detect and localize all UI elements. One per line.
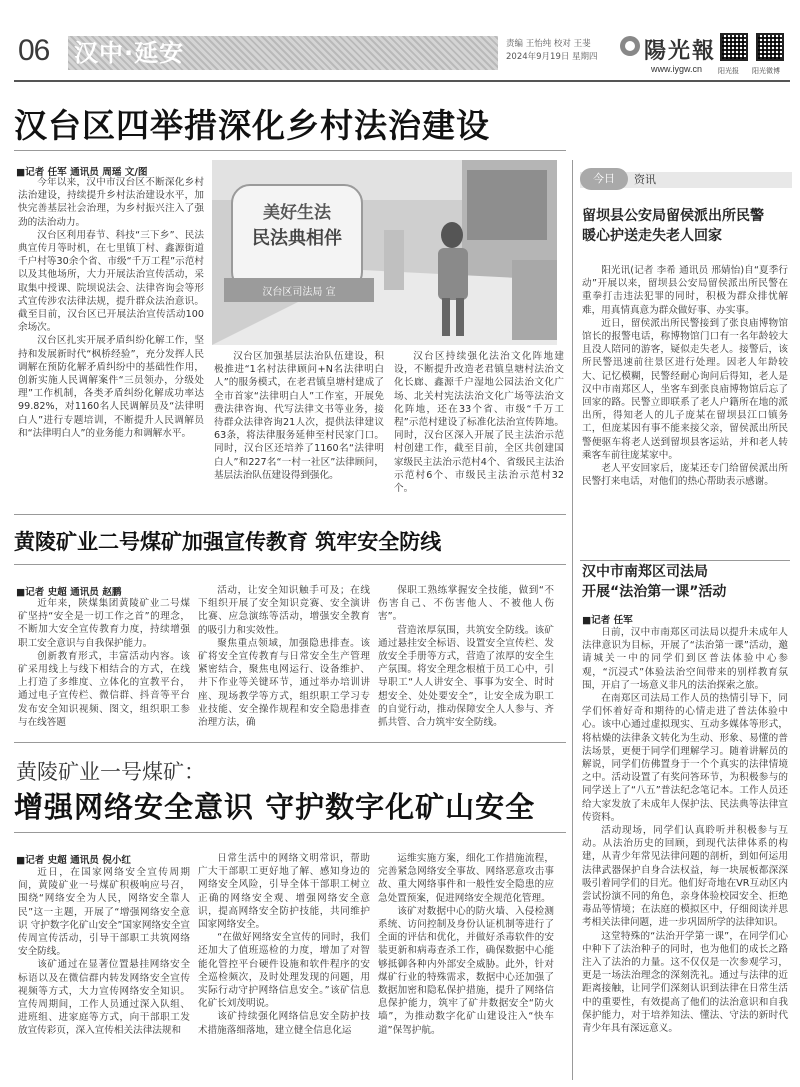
article3-headline: 增强网络安全意识 守护数字化矿山安全 <box>14 790 536 824</box>
divider <box>14 514 566 515</box>
paragraph: 日常生活中的网络文明常识，帮助广大干部职工更好地了解、感知身边的网络安全风险，引导全体干部职工树立正确的网络安全观、增强网络安全意识，提高网络安全防护技能，共同维护国家网络安全。 <box>198 853 370 931</box>
paragraph: 近年来，陕煤集团黄陵矿业二号煤矿坚持“安全是一切工作之首”的理念，不断加大安全宣传教育力度，持续增强职工安全意识与自我保护能力。 <box>18 598 190 649</box>
divider <box>14 832 566 833</box>
paragraph: 日前，汉中市南郑区司法局以提升未成年人法律意识为目标，开展了“法治第一课”活动，邀请城关一中的同学们到区普法体验中心参观，“沉浸式”体验法治空间带来的别样教育氛围，开启了一场意义非凡的法治探索之旅。 <box>582 627 788 691</box>
paragraph: 汉台区持续强化法治文化阵地建设，不断提升改造老君镇皇塘村法治文化长廊、鑫源千户湿地公园法治文化广场、北关村宪法法治文化广场等法治文化阵地，还在33个省、市级“千万工程”示范村建设了标准化法治宣传阵地。同时，汉台区深入开展了民主法治示范村创建工作，截至目前，全区共创建国家级民主法治示范村4个、省级民主法治示范村6个、市级民主法治示范村32个。 <box>394 351 564 495</box>
news2-title-line1: 汉中市南郑区司法局 <box>582 564 708 580</box>
photo-sign-line3: 汉台区司法局 宣 <box>262 287 336 298</box>
news1-title-line1: 留坝县公安局留侯派出所民警 <box>582 208 764 224</box>
article3-col3 <box>378 852 554 1081</box>
paragraph: 今年以来，汉中市汉台区不断深化乡村法治建设，持续提升乡村法治建设水平，加快完善基层社会治理，为乡村振兴注入了强劲的法治动力。 <box>18 177 204 228</box>
paragraph: 活动现场，同学们认真聆听并积极参与互动。从法治历史的回顾，到现代法律体系的构建，从青少年常见法律问题的剖析，到如何运用法律武器保护自身合法权益，每一块展板都深深吸引着同学们的目光。他们好奇地在VR互动区内尝试扮演不同的角色，亲身体验校园安全、拒绝毒品等情境；在法庭的模拟区中，仔细阅读并思考相关法律问题，进一步巩固所学的法律知识。 <box>582 825 788 929</box>
article1-col2 <box>214 350 384 510</box>
paragraph: 汉台区加强基层法治队伍建设，积极推进“1名村法律顾问+N名法律明白人”的服务模式，在老君镇皇塘村建成了全市首家“法律明白人”工作室，开展免费法律咨询、代写法律文书等业务，接待群众法律咨询21人次，提供法律建议63条，将法律服务延伸至村民家门口。同时，汉台区还培养了1160名“法律明白人”和227名“一村一社区”法律顾问，基层法治队伍建设得到强化。 <box>214 351 384 481</box>
paragraph: 阳光讯(记者 李希 通讯员 邢婧怡)自“夏季行动”开展以来，留坝县公安局留侯派出所民警在重拳打击违法犯罪的同时，积极为群众排忧解难，用真情真意为群众做好事、办实事。 <box>582 265 788 316</box>
divider <box>580 560 790 561</box>
news2-title-line2: 开展“法治第一课”活动 <box>582 584 727 600</box>
divider <box>14 564 566 565</box>
photo-illustration <box>212 160 557 345</box>
today-tag: 今日 <box>580 168 628 190</box>
news1-body <box>582 264 788 554</box>
article3-pre-headline: 黄陵矿业一号煤矿： <box>16 760 205 784</box>
news2-body <box>582 626 788 1082</box>
column-rule <box>572 160 573 1080</box>
masthead-rule <box>14 80 790 82</box>
divider <box>14 150 566 151</box>
paragraph: 保职工熟练掌握安全技能，做到“不伤害自己、不伤害他人、不被他人伤害”。 <box>378 585 554 623</box>
paragraph: 聚焦重点领域，加强隐患排查。该矿将安全宣传教育与日常安全生产管理紧密结合，聚焦电网运行、设备维护、井下作业等关键环节，通过举办培训讲座、现场教学等方式，组织职工学习专业技能、安全操作规程和安全隐患排查治理方法，确 <box>198 637 370 729</box>
paragraph: 活动，让安全知识触手可及；在线下组织开展了安全知识竞赛、安全演讲比赛、应急演练等活动，增强安全教育的吸引力和实效性。 <box>198 585 370 636</box>
paragraph: 创新教育形式，丰富活动内容。该矿采用线上与线下相结合的方式，在线上打造了多维度、立体化的宣教平台，通过电子宣传栏、微信群、抖音等平台发布安全知识视频、图文，组织职工参与在线答题 <box>18 650 190 728</box>
article2-col3 <box>378 584 554 736</box>
page-number: 06 <box>18 34 50 67</box>
news-tag-label: 资讯 <box>634 173 656 186</box>
article2-col1 <box>18 597 190 737</box>
article1-col1 <box>18 176 204 508</box>
editors-info <box>506 38 598 64</box>
paragraph: 该矿对数据中心的防火墙、入侵检测系统、访问控制及身份认证机制等进行了全面的评估和优化，并做好杀毒软件的安装更新和病毒查杀工作，确保数据中心能够抵御各种内外部安全威胁。此外，针对煤矿行业的特殊需求，数据中心还加强了数据加密和隐私保护措施，提升了网络信息保护能力，筑牢了矿井数据安全“防火墙”，为推动数字化矿山建设注入“快车道”保驾护航。 <box>378 905 554 1036</box>
paragraph: 老人平安回家后，庞某还专门给留侯派出所民警打来电话，对他们的热心帮助表示感谢。 <box>582 463 788 488</box>
article2-byline: ■记者 史超 通讯员 赵鹏 <box>16 587 122 598</box>
editors-line: 责编 王怡纯 校对 王斐 <box>506 39 591 49</box>
photo-sign-line1: 美好生法 <box>263 203 331 223</box>
photo-sign-line2: 民法典相伴 <box>252 228 342 249</box>
divider <box>14 742 566 743</box>
logo-sun-icon <box>620 36 640 56</box>
news1-title-line2: 暖心护送走失老人回家 <box>582 228 722 244</box>
section-title: 汉中·延安 <box>74 39 185 67</box>
qr-label: 阳光报 <box>718 67 739 75</box>
qr-code-icon <box>756 33 784 61</box>
date-line: 2024年9月19日 星期四 <box>506 52 598 62</box>
article1-headline: 汉台区四举措深化乡村法治建设 <box>14 106 490 145</box>
site-url[interactable]: www.iygw.cn <box>651 64 703 74</box>
article2-col2 <box>198 584 370 736</box>
paragraph: 在南郑区司法局工作人员的热情引导下，同学们怀着好奇和期待的心情走进了普法体验中心。该中心通过虚拟现实、互动多媒体等形式，将枯燥的法律条文转化为生动、形象、易懂的普法场景，更便于同学们理解学习。随着讲解员的解说，同学们仿佛置身于一个个真实的法律情境之中。活动设置了有奖问答环节，为积极参与的同学送上了“八五”普法纪念笔记本。工作人员还给大家发放了未成年人保护法、民法典等法律宣传资料。 <box>582 693 788 823</box>
paragraph: 汉台区利用春节、科技“三下乡”、民法典宣传月等时机，在七里镇丁村、鑫源街道千户村等30余个省、市级“千万工程”示范村以及其他场所，大力开展法治宣传活动，采取集中授课、院坝说法会、法律咨询会等形式宣传涉农法律法规，提升群众法治意识。截至目前，汉台区已开展法治宣传活动100余场次。 <box>18 229 204 334</box>
article2-headline: 黄陵矿业二号煤矿加强宣传教育 筑牢安全防线 <box>14 530 442 554</box>
paragraph: 汉台区扎实开展矛盾纠纷化解工作，坚持和发展新时代“枫桥经验”，充分发挥人民调解在预防化解矛盾纠纷中的基础性作用，创新实施人民调解案件“三员领办，分级处理”工作机制，各类矛盾纠纷化解成功率达99.82%，对1160名人民调解员及“法律明白人”进行专题培训，不断提升人民调解员和“法律明白人”的业务能力和调解水平。 <box>18 335 204 439</box>
article3-byline: ■记者 史超 通讯员 倪小红 <box>16 855 132 866</box>
article3-col2 <box>198 852 370 1081</box>
paragraph: 近日，留侯派出所民警接到了张良庙博物馆馆长的报警电话，称博物馆门口有一名年龄较大且没人陪同的游客，疑似走失老人。接警后，该所民警迅速前往景区进行处理。因老人年龄较大、记忆模糊，民警经耐心询问后得知，老人是汉中市南郑区人，坐客车到张良庙博物馆后忘了回家的路。民警立即联系了老人户籍所在地的派出所，得知老人的儿子庞某在留坝县江口镇务工，但庞某因有事不能来接父亲，留侯派出所民警便驱车将老人送到留坝县客运站，并和老人转乘客车前往庞某家中。 <box>582 317 788 461</box>
qr-label: 阳光微博 <box>752 67 780 75</box>
paragraph: 营造浓厚氛围，共筑安全防线。该矿通过悬挂安全标语、设置安全宣传栏、发放安全手册等方式，营造了浓厚的安全生产氛围。将安全理念根植于员工心中，引导职工“人人讲安全、事事为安全、时时想安全、处处要安全”，让安全成为职工的自觉行动，推动保障安全人人参与、齐抓共管、合力筑牢安全防线。 <box>378 624 554 729</box>
paragraph: 该矿通过在显著位置悬挂网络安全标语以及在微信群内转发网络安全宣传视频等方式，大力宣传网络安全知识。宣传周期间，工作人员通过深入队组、进班组、进家庭等方式，向干部职工发放宣传彩页，深入宣传相关法律法规和 <box>18 959 190 1037</box>
paragraph: 这堂特殊的“法治开学第一课”，在同学们心中种下了法治种子的同时，也为他们的成长之路注入了法治的力量。这不仅仅是一次参观学习，更是一场法治理念的深刻洗礼。通过与法律的近距离接触，让同学们深刻认识到法律在日常生活中的重要性，有效提高了他们的法治意识和自我保护能力，对于培养知法、懂法、守法的新时代青少年具有深远意义。 <box>582 930 788 1035</box>
qr-code-icon <box>720 33 748 61</box>
article1-col3 <box>394 350 564 510</box>
article1-byline: ■记者 任军 通讯员 周瑶 文/图 <box>16 167 148 178</box>
paragraph: 运维实施方案，细化工作措施流程，完善紧急网络安全事故、网络恶意攻击事故、重大网络事件和一般性安全隐患的应急处置预案，促进网络安全规范化管理。 <box>378 853 554 904</box>
masthead <box>0 0 800 78</box>
news2-byline: ■记者 任军 <box>582 615 633 626</box>
paragraph: 该矿持续强化网络信息安全防护技术措施落细落地，建立健全信息化运 <box>198 1011 370 1036</box>
paragraph: 近日，在国家网络安全宣传周期间，黄陵矿业一号煤矿积极响应号召，围绕“网络安全为人民，网络安全靠人民”这一主题，开展了“增强网络安全意识 守护数字化矿山安全”国家网络安全宣传周宣传活动，引导干部职工共筑网络安全防线。 <box>18 867 190 958</box>
article-photo <box>212 160 557 345</box>
article3-col1 <box>18 866 190 1081</box>
paragraph: “在做好网络安全宣传的同时，我们还加大了值班巡检的力度，增加了对智能化管控平台硬件设施和软件程序的安全巡检频次，及时处理发现的问题，用实际行动守护网络信息安全。”该矿信息化矿长刘茂明说。 <box>198 932 370 1010</box>
newspaper-logo: 陽光報 <box>644 38 717 64</box>
